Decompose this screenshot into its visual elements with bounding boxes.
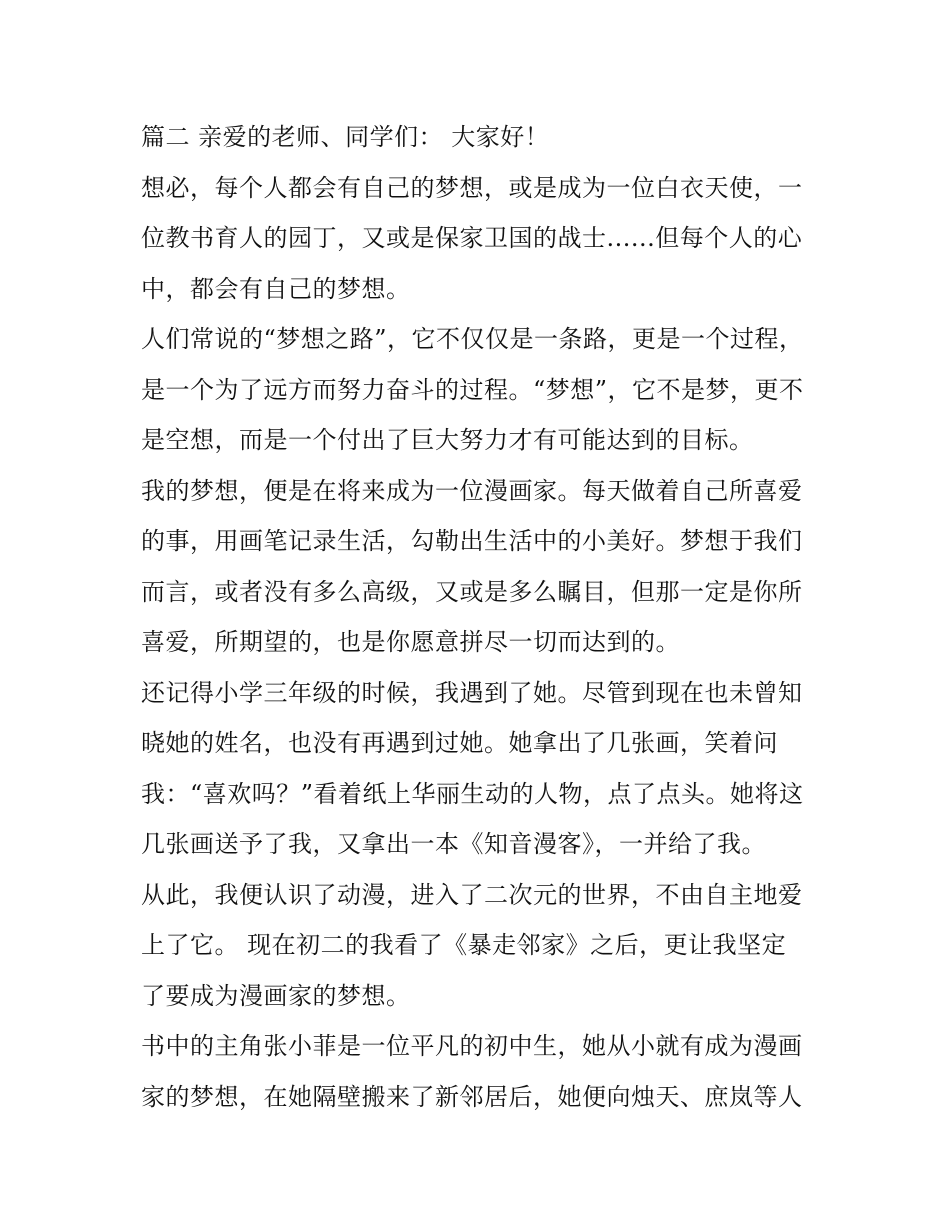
paragraph-anime	[141, 870, 816, 1022]
text-line: 是一个为了远方而努力奋斗的过程。“梦想”，它不是梦，更不	[141, 375, 804, 404]
text-line: 从此，我便认识了动漫，进入了二次元的世界，不由自主地爱	[141, 880, 803, 909]
text-line: 中，都会有自己的梦想。	[141, 274, 411, 303]
text-line: 人们常说的“梦想之路”，它不仅仅是一条路，更是一个过程，	[141, 325, 804, 353]
text-line: 了要成为漫画家的梦想。	[141, 981, 411, 1010]
text-line: 而言，或者没有多么高级，又或是多么瞩目，但那一定是你所	[141, 577, 803, 606]
document-body	[141, 112, 816, 1122]
paragraph-protagonist	[141, 1021, 816, 1122]
text-line: 还记得小学三年级的时候，我遇到了她。尽管到现在也未曾知	[141, 678, 803, 707]
text-line: 篇二 亲爱的老师、同学们： 大家好！	[141, 123, 550, 151]
text-line: 喜爱，所期望的，也是你愿意拼尽一切而达到的。	[141, 628, 680, 656]
text-line: 我：“喜欢吗？”看着纸上华丽生动的人物，点了点头。她将这	[141, 779, 804, 808]
paragraph-memory	[141, 668, 816, 870]
text-line: 的事，用画笔记录生活，勾勒出生活中的小美好。梦想于我们	[141, 527, 803, 555]
paragraph-dreams-intro	[141, 163, 816, 315]
paragraph-greeting	[141, 112, 816, 163]
text-line: 我的梦想，便是在将来成为一位漫画家。每天做着自己所喜爱	[141, 476, 803, 505]
paragraph-my-dream	[141, 466, 816, 668]
text-line: 书中的主角张小菲是一位平凡的初中生，她从小就有成为漫画	[141, 1032, 803, 1060]
text-line: 想必，每个人都会有自己的梦想，或是成为一位白衣天使，一	[141, 173, 803, 202]
text-line: 上了它。 现在初二的我看了《暴走邻家》之后，更让我坚定	[141, 931, 787, 959]
text-line: 位教书育人的园丁，又或是保家卫国的战士......但每个人的心	[141, 224, 803, 252]
paragraph-dream-road	[141, 314, 816, 466]
text-line: 家的梦想，在她隔壁搬来了新邻居后，她便向烛天、庶岚等人	[141, 1082, 803, 1111]
text-line: 是空想，而是一个付出了巨大努力才有可能达到的目标。	[141, 426, 754, 454]
text-line: 晓她的姓名，也没有再遇到过她。她拿出了几张画，笑着问	[141, 729, 778, 757]
text-line: 几张画送予了我，又拿出一本《知音漫客》，一并给了我。	[141, 830, 766, 858]
